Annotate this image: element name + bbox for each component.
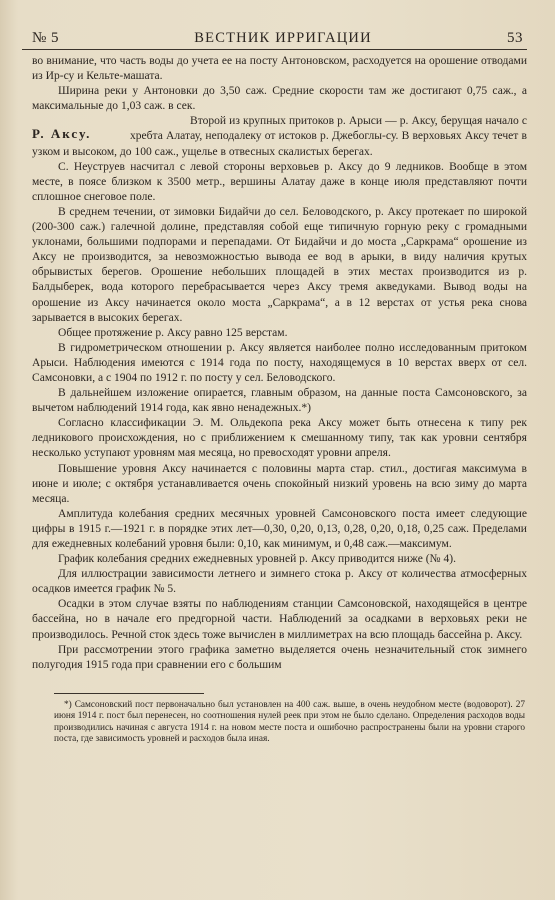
paragraph: Повышение уровня Аксу начинается с половины марта стар. стил., достигая максимума в июне и июле; с октября устанавливается очень спокойный низкий уровень на всю зиму до марта месяца.	[32, 462, 527, 505]
paragraph: во внимание, что часть воды до учета ее на посту Антоновском, расходуется на орошение отводами из Ир-су и Кельте-машата.	[32, 55, 527, 83]
paragraph: Общее протяжение р. Аксу равно 125 верстам.	[58, 326, 288, 339]
section-heading: Р. Аксу.	[32, 126, 92, 142]
paragraph: Согласно классификации Э. М. Ольдекопа река Аксу может быть отнесена к типу рек ледникового происхождения, но с приближением к смешанному типу, так как уровни сентября несколько уступают уровням мая месяца, но превосходят уровни апреля.	[32, 417, 527, 460]
page-number: 53	[507, 30, 523, 46]
footnote	[22, 700, 527, 746]
paragraph: Второй из крупных притоков р. Арыси — р. Аксу, берущая начало с хребта Алатау, неподалеку от истоков р. Джебоглы-су. В верховьях Аксу течет в узком и высоком, до 100 саж., ущелье в отвесных скалистых берегах.	[32, 115, 527, 158]
footnote-rule	[54, 693, 204, 694]
paragraph: В дальнейшем изложение опирается, главным образом, на данные поста Самсоновского, за вычетом наблюдений 1914 года, как явно ненадежных.*)	[32, 387, 527, 415]
issue-number: № 5	[32, 30, 60, 46]
paragraph: Для иллюстрации зависимости летнего и зимнего стока р. Аксу от количества атмосферных осадков имеется график № 5.	[32, 568, 527, 596]
paragraph: При рассмотрении этого графика заметно выделяется очень незначительный сток зимнего полугодия 1915 года при сравнении его с большим	[32, 643, 527, 671]
paragraph: Ширина реки у Антоновки до 3,50 саж. Средние скорости там же достигают 0,75 саж., а максимальные до 1,03 саж. в сек.	[32, 85, 527, 113]
page-header	[22, 30, 527, 49]
paragraph: С. Неуструев насчитал с левой стороны верховьев р. Аксу до 9 ледников. Вообще в этом месте, в поясе близком к 3500 метр., вершины Алатау даже в конце июля представляют почти сплошное снеговое поле.	[32, 160, 527, 203]
footnote-text: *) Самсоновский пост первоначально был установлен на 400 саж. выше, в очень неудобном месте (водоворот). 27 июня 1914 г. пост был перенесен, но соотношения нулей реек при этом не было сделано. Определения расходов воды производились начиная с августа 1914 г. на новом месте поста и ошибочно распространены были на уровни старого поста, где зависимость уровней и расходов была иная.	[54, 699, 525, 745]
paragraph: В гидрометрическом отношении р. Аксу является наиболее полно исследованным притоком Арыси. Наблюдения имеются с 1914 года по посту, находящемуся в 10 верстах вверх от сел. Самсоновки, а с 1904 по 1912 г. по посту у сел. Беловодского.	[32, 341, 527, 384]
header-rule	[22, 49, 527, 50]
paragraph: Осадки в этом случае взяты по наблюдениям станции Самсоновской, находящейся в центре бассейна, но в начале его предгорной части. Наблюдений за осадками в верховьях реки не производилось. Речной сток здесь тоже вычислен в миллиметрах на всю площадь бассейна р. Аксу.	[32, 598, 527, 641]
paragraph: График колебания средних ежедневных уровней р. Аксу приводится ниже (№ 4).	[58, 553, 456, 566]
journal-title: ВЕСТНИК ИРРИГАЦИИ	[194, 30, 372, 46]
paragraph: Амплитуда колебания средних месячных уровней Самсоновского поста имеет следующие цифры в 1915 г.—1921 г. в порядке этих лет—0,30, 0,20, 0,13, 0,28, 0,20, 0,18, 0,25 саж. Пределами для ежедневных колебаний уровня были: 0,10, как минимум, и 0,48 саж.—максимум.	[32, 507, 527, 550]
paragraph: В среднем течении, от зимовки Бидайчи до сел. Беловодского, р. Аксу протекает по широкой (200-300 саж.) галечной долине, представляя собой еще типичную горную реку с громадными уклонами, большими подпорами и перепадами. От Бидайчи и до моста „Саркрама“ орошение из Аксу не производится, за невозможностью вывода ее вод в арыки, в виду наличия крутых обрывистых берегов. Орошение небольших площадей в этих местах производится из р. Балдыберек, вода которого перебрасывается через Аксу тремя акведуками. Вывод воды на орошение из Аксу начинается около моста „Саркрама“, а в 12 верстах от устья река снова зарывается в высоких берегах.	[32, 205, 527, 324]
article-body	[22, 54, 527, 673]
